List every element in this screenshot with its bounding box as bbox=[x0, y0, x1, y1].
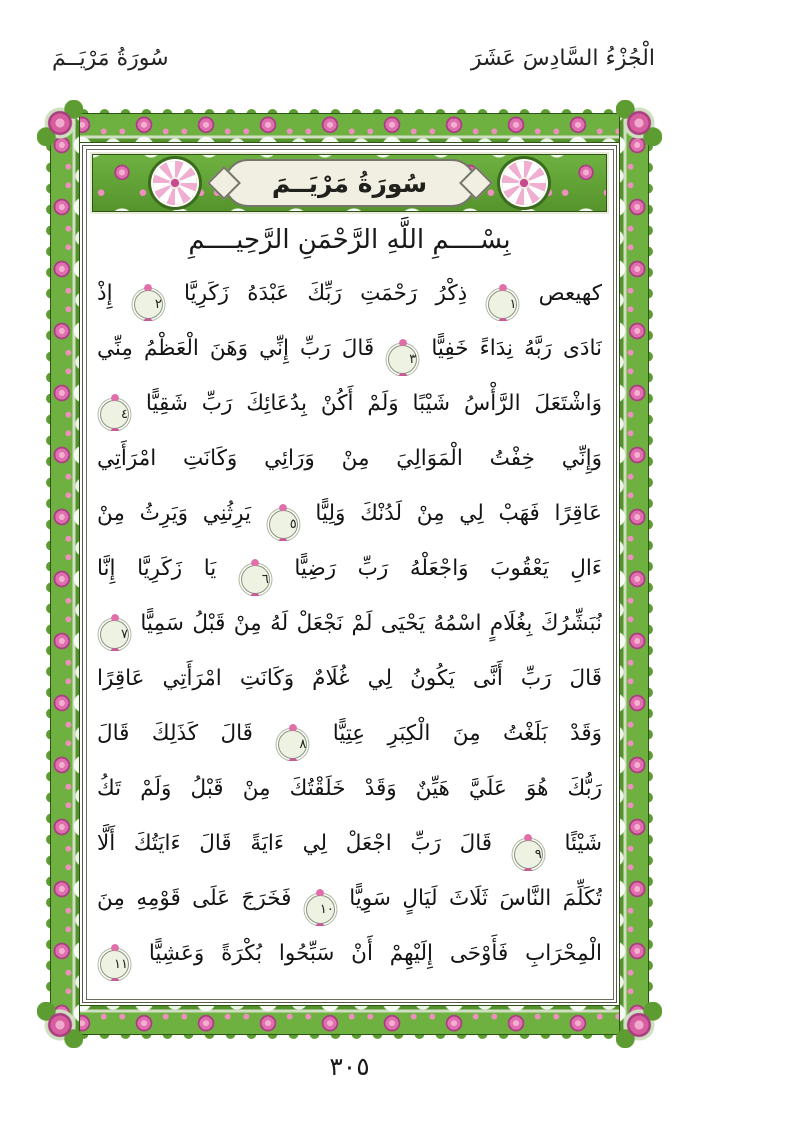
ayah-number: ٧ bbox=[121, 627, 128, 642]
ayah-end-medallion bbox=[306, 895, 335, 924]
ayah-end-medallion bbox=[388, 345, 417, 374]
ayah-number: ٢ bbox=[154, 297, 162, 312]
verse-text: يَرِثُنِي وَيَرِثُ مِنْ bbox=[97, 501, 251, 526]
verse-text: يَا زَكَرِيَّا إِنَّا bbox=[97, 556, 217, 581]
bismillah: بِسْــــمِ اللَّهِ الرَّحْمَنِ الرَّحِيــــمِ bbox=[188, 225, 511, 255]
page-content-area bbox=[82, 145, 617, 1003]
ayah-number: ٤ bbox=[121, 407, 128, 422]
verse-text: إِذْ bbox=[97, 281, 113, 306]
verse-text: نَادَى رَبَّهُ نِدَاءً خَفِيًّا bbox=[431, 336, 602, 361]
margin-juz-label: الْجُزْءُ السَّادِسَ عَشَرَ bbox=[470, 46, 655, 71]
quran-line-2 bbox=[97, 321, 602, 376]
ayah-end-medallion bbox=[134, 290, 163, 319]
frame-border-left bbox=[50, 113, 80, 1035]
page-number: ٣٠٥ bbox=[329, 1052, 370, 1081]
quran-line-3 bbox=[97, 376, 602, 431]
frame-border-bottom bbox=[50, 1005, 649, 1035]
ornamental-frame bbox=[42, 105, 657, 1043]
verse-text: تُكَلِّمَ النَّاسَ ثَلَاثَ لَيَالٍ سَوِيًّا bbox=[349, 886, 602, 911]
verse-text: قَالَ رَبِّ اجْعَلْ لِي ءَايَةً قَالَ ءَايَتُكَ أَلَّا bbox=[97, 831, 493, 856]
surah-header-band bbox=[92, 154, 607, 212]
ayah-number: ٩ bbox=[534, 847, 542, 862]
ayah-end-medallion bbox=[241, 565, 270, 594]
quran-line-13 bbox=[97, 926, 602, 981]
ayah-number: ٨ bbox=[299, 737, 307, 752]
ayah-number: ١٠ bbox=[319, 902, 334, 917]
ayah-end-medallion bbox=[514, 840, 543, 869]
quran-line-10 bbox=[97, 761, 602, 816]
margin-surah-label: سُورَةُ مَرْيَــمَ bbox=[52, 46, 169, 71]
verse-text: وَقَدْ بَلَغْتُ مِنَ الْكِبَرِ عِتِيًّا bbox=[332, 721, 602, 746]
verse-text: نُبَشِّرُكَ بِغُلَامٍ اسْمُهُ يَحْيَى لَمْ نَجْعَلْ لَهُ مِنْ قَبْلُ سَمِيًّا bbox=[140, 611, 602, 636]
verse-text: قَالَ رَبِّ إِنِّي وَهَنَ الْعَظْمُ مِنِّي bbox=[97, 336, 375, 361]
verse-text: رَبُّكَ هُوَ عَلَيَّ هَيِّنٌ وَقَدْ خَلَقْتُكَ مِنْ قَبْلُ وَلَمْ تَكُ bbox=[97, 776, 602, 801]
ayah-end-medallion bbox=[488, 290, 517, 319]
verse-text: وَاشْتَعَلَ الرَّأْسُ شَيْبًا وَلَمْ أَكُنْ بِدُعَائِكَ رَبِّ شَقِيًّا bbox=[145, 391, 602, 416]
verse-text: شَيْئًا bbox=[564, 831, 602, 856]
quran-line-11 bbox=[97, 816, 602, 871]
frame-border-right bbox=[619, 113, 649, 1035]
quran-lines bbox=[83, 266, 616, 981]
ayah-end-medallion bbox=[269, 510, 298, 539]
corner-flower-icon bbox=[37, 1002, 83, 1048]
quran-line-5 bbox=[97, 486, 602, 541]
quran-line-9 bbox=[97, 706, 602, 761]
ayah-end-medallion bbox=[278, 730, 307, 759]
corner-flower-icon bbox=[616, 100, 662, 146]
quran-line-8 bbox=[97, 651, 602, 706]
frame-scallops-bottom bbox=[52, 1034, 647, 1043]
verse-text: فَخَرَجَ عَلَى قَوْمِهِ مِنَ bbox=[97, 886, 292, 911]
ayah-number: ١ bbox=[509, 297, 517, 312]
verse-text: الْمِحْرَابِ فَأَوْحَى إِلَيْهِمْ أَنْ سَبِّحُوا بُكْرَةً وَعَشِيًّا bbox=[148, 941, 602, 966]
verse-text: كهيعص bbox=[538, 281, 602, 306]
corner-flower-icon bbox=[616, 1002, 662, 1048]
ayah-end-medallion bbox=[100, 950, 129, 979]
ayah-number: ٣ bbox=[409, 352, 417, 367]
ayah-end-medallion bbox=[100, 620, 129, 649]
verse-text: وَإِنِّي خِفْتُ الْمَوَالِيَ مِنْ وَرَائِي وَكَانَتِ امْرَأَتِي bbox=[97, 446, 602, 471]
frame-scallops-right bbox=[648, 115, 657, 1033]
quran-line-7 bbox=[97, 596, 602, 651]
quran-line-12 bbox=[97, 871, 602, 926]
verse-text: قَالَ كَذَلِكَ قَالَ bbox=[97, 721, 253, 746]
frame-border-top bbox=[50, 113, 649, 143]
ayah-number: ٦ bbox=[261, 572, 269, 587]
verse-text: ذِكْرُ رَحْمَتِ رَبِّكَ عَبْدَهُ زَكَرِيَّا bbox=[184, 281, 468, 306]
quran-line-1 bbox=[97, 266, 602, 321]
quran-line-4 bbox=[97, 431, 602, 486]
ayah-end-medallion bbox=[100, 400, 129, 429]
corner-flower-icon bbox=[37, 100, 83, 146]
ayah-number: ١١ bbox=[114, 957, 128, 972]
surah-title-cartouche bbox=[224, 159, 476, 207]
rosette-flower-icon bbox=[502, 161, 546, 205]
ayah-number: ٥ bbox=[289, 517, 297, 532]
quran-line-6 bbox=[97, 541, 602, 596]
verse-text: عَاقِرًا فَهَبْ لِي مِنْ لَدُنْكَ وَلِيًّا bbox=[315, 501, 602, 526]
verse-text: قَالَ رَبِّ أَنَّى يَكُونُ لِي غُلَامٌ وَكَانَتِ امْرَأَتِي عَاقِرًا bbox=[97, 666, 602, 691]
verse-text: ءَالِ يَعْقُوبَ وَاجْعَلْهُ رَبِّ رَضِيًّا bbox=[294, 556, 602, 581]
surah-title: سُورَةُ مَرْيَــمَ bbox=[271, 168, 428, 198]
rosette-flower-icon bbox=[153, 161, 197, 205]
